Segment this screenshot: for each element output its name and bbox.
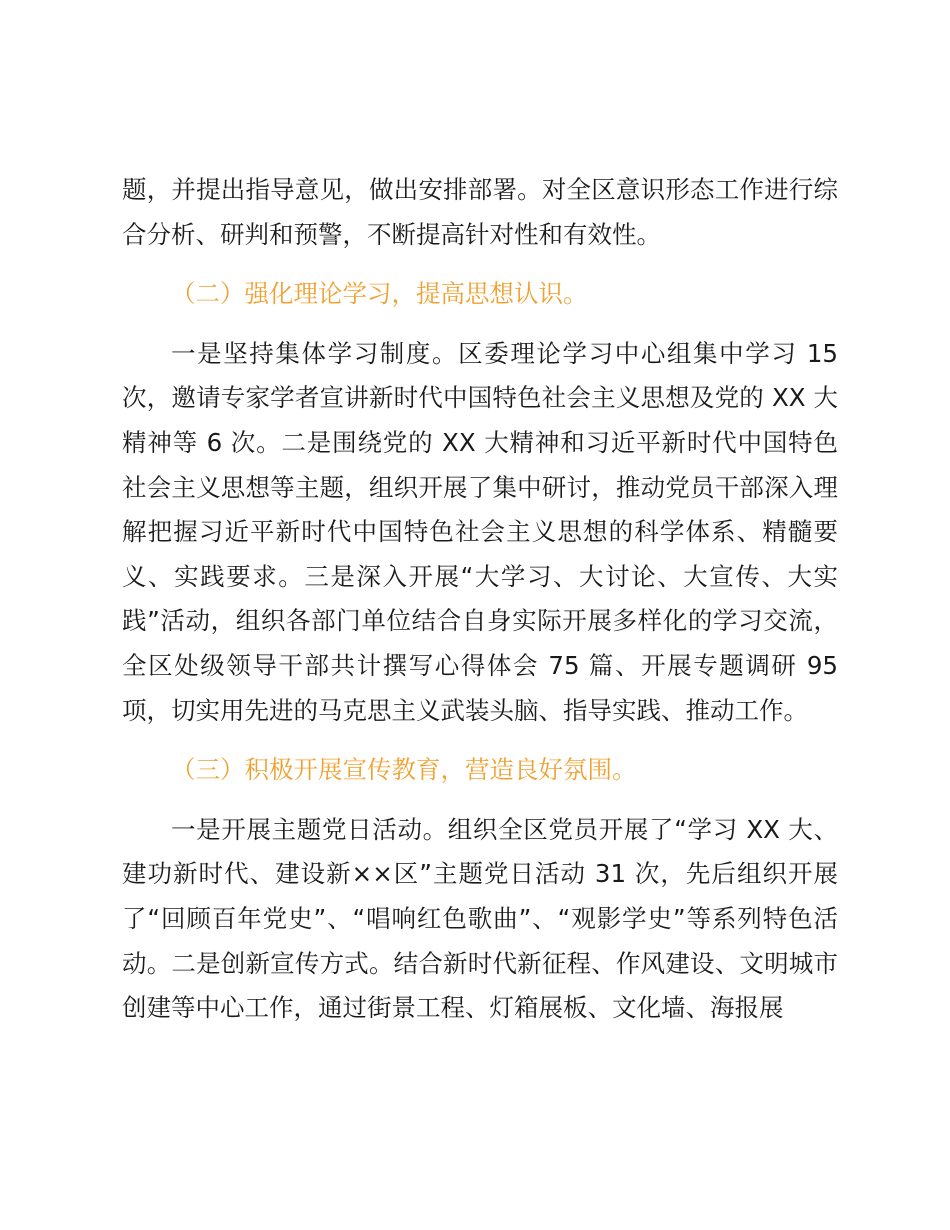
paragraph-theory-study: 一是坚持集体学习制度。区委理论学习中心组集中学习 15 次，邀请专家学者宣讲新时代中国特色社会主义思想及党的 XX 大精神等 6 次。二是围绕党的 XX 大精神和习近平新时代中国特色社会主义思想等主题，组织开展了集中研讨，推动党员干部深入理解把握习近平新时代中国特色社会主义思想的科学体系、精髓要义、实践要求。三是深入开展“大学习、大讨论、大宣传、大实践”活动，组织各部门单位结合自身实际开展多样化的学习交流，全区处级领导干部共计撰写心得体会 75 篇、开展专题调研 95 项，切实用先进的马克思主义武装头脑、指导实践、推动工作。 [122, 338, 838, 725]
section-heading-2: （二）强化理论学习，提高思想认识。 [171, 279, 588, 309]
section-heading-3: （三）积极开展宣传教育，营造良好氛围。 [171, 755, 637, 785]
paragraph-continued-text: 题，并提出指导意见，做出安排部署。对全区意识形态工作进行综合分析、研判和预警，不断提高针对性和有效性。 [122, 175, 838, 249]
paragraph-publicity-education: 一是开展主题党日活动。组织全区党员开展了“学习 XX 大、建功新时代、建设新××区”主题党日活动 31 次，先后组织开展了“回顾百年党史”、“唱响红色歌曲”、“观影学史”等系列特色活动。二是创新宣传方式。结合新时代新征程、作风建设、文明城市创建等中心工作，通过街景工程、灯箱展板、文化墙、海报展 [122, 814, 838, 1023]
document-body [122, 168, 838, 1031]
